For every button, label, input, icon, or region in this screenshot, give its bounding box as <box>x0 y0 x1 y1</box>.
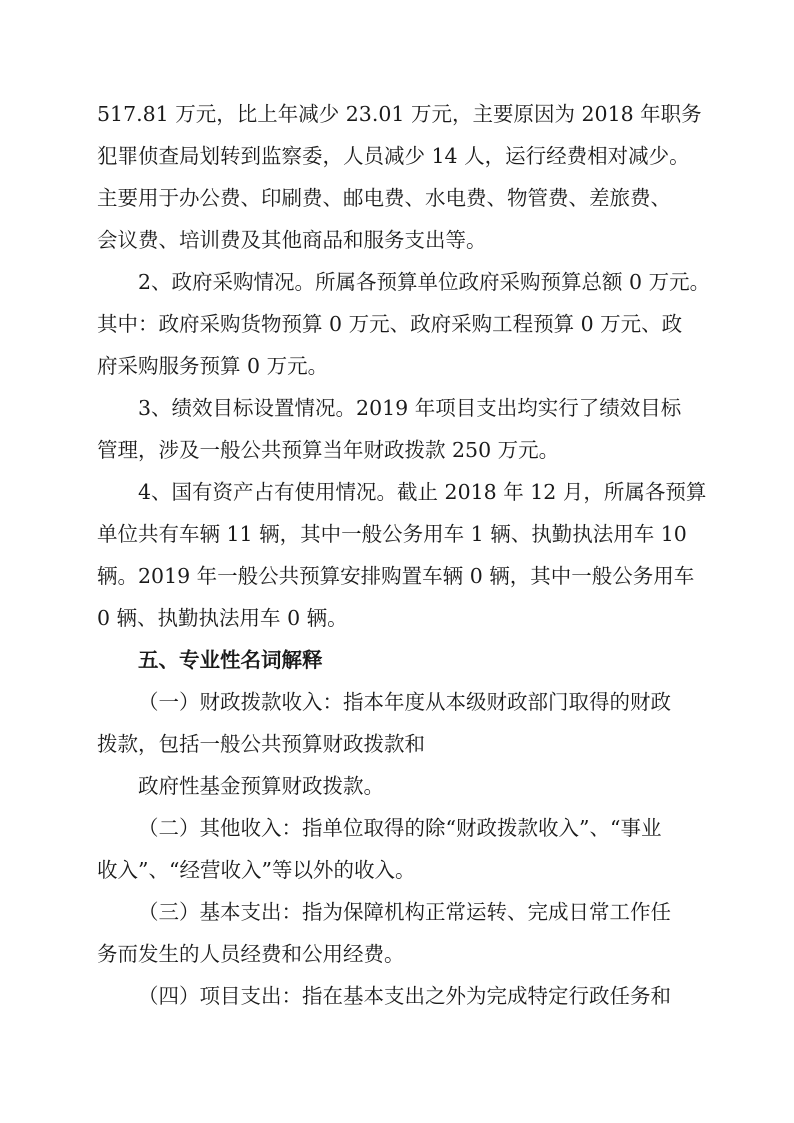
text-line: 单位共有车辆 11 辆，其中一般公务用车 1 辆、执勤执法用车 10 <box>97 522 687 546</box>
text-line: （二）其他收入：指单位取得的除“财政拨款收入”、“事业 <box>138 816 662 840</box>
text-line: 务而发生的人员经费和公用经费。 <box>97 942 405 966</box>
text-line: （一）财政拨款收入：指本年度从本级财政部门取得的财政 <box>138 690 671 714</box>
text-line: 其中：政府采购货物预算 0 万元、政府采购工程预算 0 万元、政 <box>97 312 683 336</box>
text-line: 0 辆、执勤执法用车 0 辆。 <box>97 606 348 630</box>
text-line: 517.81 万元，比上年减少 23.01 万元，主要原因为 2018 年职务 <box>97 102 702 126</box>
text-line: 2、政府采购情况。所属各预算单位政府采购预算总额 0 万元。 <box>138 270 711 294</box>
section-heading: 五、专业性名词解释 <box>138 648 323 672</box>
text-line: 辆。2019 年一般公共预算安排购置车辆 0 辆，其中一般公务用车 <box>97 564 695 588</box>
text-line: （三）基本支出：指为保障机构正常运转、完成日常工作任 <box>138 900 671 924</box>
text-line: 拨款，包括一般公共预算财政拨款和 <box>97 732 425 756</box>
text-line: 政府性基金预算财政拨款。 <box>138 774 384 798</box>
text-line: 4、国有资产占有使用情况。截止 2018 年 12 月，所属各预算 <box>138 480 707 504</box>
text-line: 主要用于办公费、印刷费、邮电费、水电费、物管费、差旅费、 <box>97 186 671 210</box>
text-line: 收入”、“经营收入”等以外的收入。 <box>97 858 416 882</box>
text-line: 会议费、培训费及其他商品和服务支出等。 <box>97 228 487 252</box>
text-line: 管理，涉及一般公共预算当年财政拨款 250 万元。 <box>97 438 560 462</box>
text-line: 3、绩效目标设置情况。2019 年项目支出均实行了绩效目标 <box>138 396 682 420</box>
text-line: 府采购服务预算 0 万元。 <box>97 354 329 378</box>
text-line: （四）项目支出：指在基本支出之外为完成特定行政任务和 <box>138 984 671 1008</box>
text-line: 犯罪侦查局划转到监察委，人员减少 14 人，运行经费相对减少。 <box>97 144 690 168</box>
